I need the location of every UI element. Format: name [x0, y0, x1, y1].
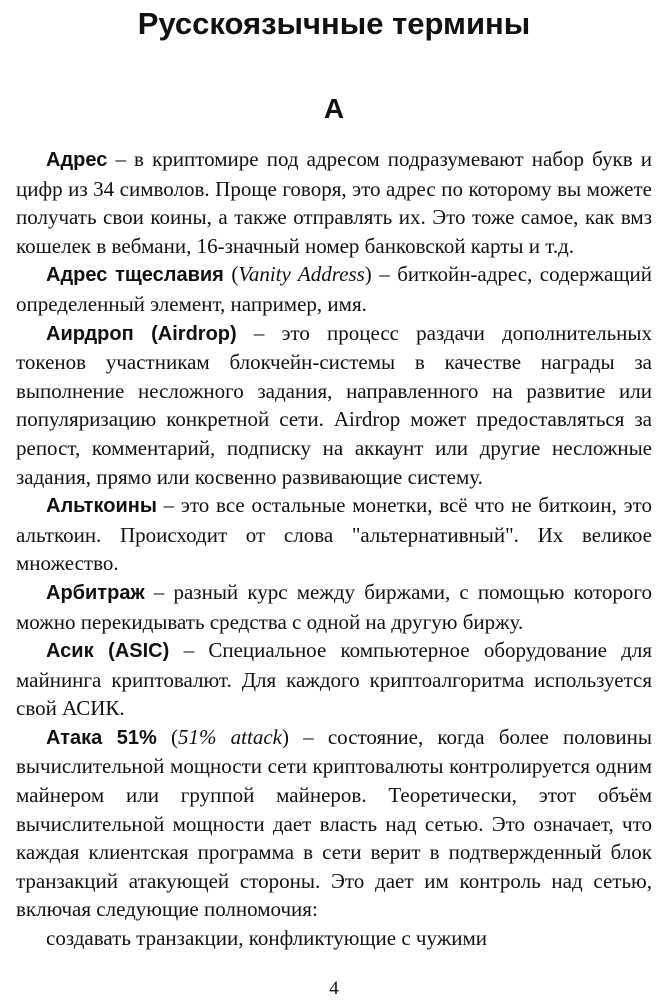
entry-definition: – Специальное компьютерное оборудование для майнинга криптовалют. Для каждого криптоалгоритма используется свой АСИК.	[16, 638, 652, 721]
entry-definition: – это все остальные монетки, всё что не биткоин, это альткоин. Происходит от слова "альтернативный". Их великое множество.	[16, 493, 652, 576]
entry-term: Атака 51%	[46, 726, 157, 749]
entry-definition: – разный курс между биржами, с помощью которого можно перекидывать средства с одной на другую биржу.	[16, 579, 652, 634]
entry-definition: – в криптомире под адресом подразумевают набор букв и цифр из 34 символов. Проще говоря, это адрес по которому вы можете получать свои коины, а также отправлять их. Это тоже самое, как вмз кошелек в вебмани, 16-значный номер банковской карты и т.д.	[16, 147, 652, 258]
glossary-entry-address	[16, 145, 652, 260]
entry-definition: ) – биткойн-адрес, содержащий определенный элемент, например, имя.	[16, 262, 653, 316]
glossary-entry-altcoins	[16, 491, 652, 578]
entry-term: Адрес тщеславия	[46, 264, 224, 287]
entry-term: Альткоины	[46, 495, 157, 518]
entry-term: Аирдроп (Airdrop)	[46, 322, 237, 345]
entry-term: Арбитраж	[46, 581, 145, 604]
glossary-entry-asic	[16, 636, 652, 723]
glossary-entry-vanity-address	[16, 260, 652, 318]
glossary-body	[16, 145, 652, 953]
glossary-entry-arbitrage	[16, 578, 652, 636]
entry-term: Адрес	[46, 149, 108, 171]
entry-alt-term: Vanity Address	[238, 262, 365, 287]
entry-term: Асик (ASIC)	[46, 640, 170, 663]
entry-definition: ) – состояние, когда более половины вычислительной мощности сети криптовалюты контролируется одним майнером или группой майнеров. Теоретически, этот объём вычислительной мощности дает власть над сетью. Это означает, что каждая клиентская программа в сети верит в подтвержденный блок транзакций атакующей стороны. Это дает им контроль над сетью, включая следующие полномочия:	[16, 724, 652, 922]
entry-definition: – это процесс раздачи дополнительных токенов участникам блокчейн-системы в качестве награды за выполнение несложного задания, направленного на развитие или популяризацию конкретной сети. Airdrop может предоставляться за репост, комментарий, подписку на аккаунт или другие несложные задания, прямо или косвенно развивающие систему.	[16, 320, 652, 489]
section-letter: А	[323, 93, 345, 124]
entry-paren: (	[156, 724, 178, 749]
page-number: 4	[329, 978, 339, 999]
continuation-line: создавать транзакции, конфликтующие с чужими	[46, 926, 487, 951]
glossary-entry-51-attack	[16, 723, 652, 924]
page-title: Русскоязычные термины	[137, 6, 531, 41]
glossary-entry-airdrop	[16, 319, 652, 492]
entry-alt-term: 51% attack	[177, 724, 282, 749]
entry-paren: (	[223, 262, 239, 287]
